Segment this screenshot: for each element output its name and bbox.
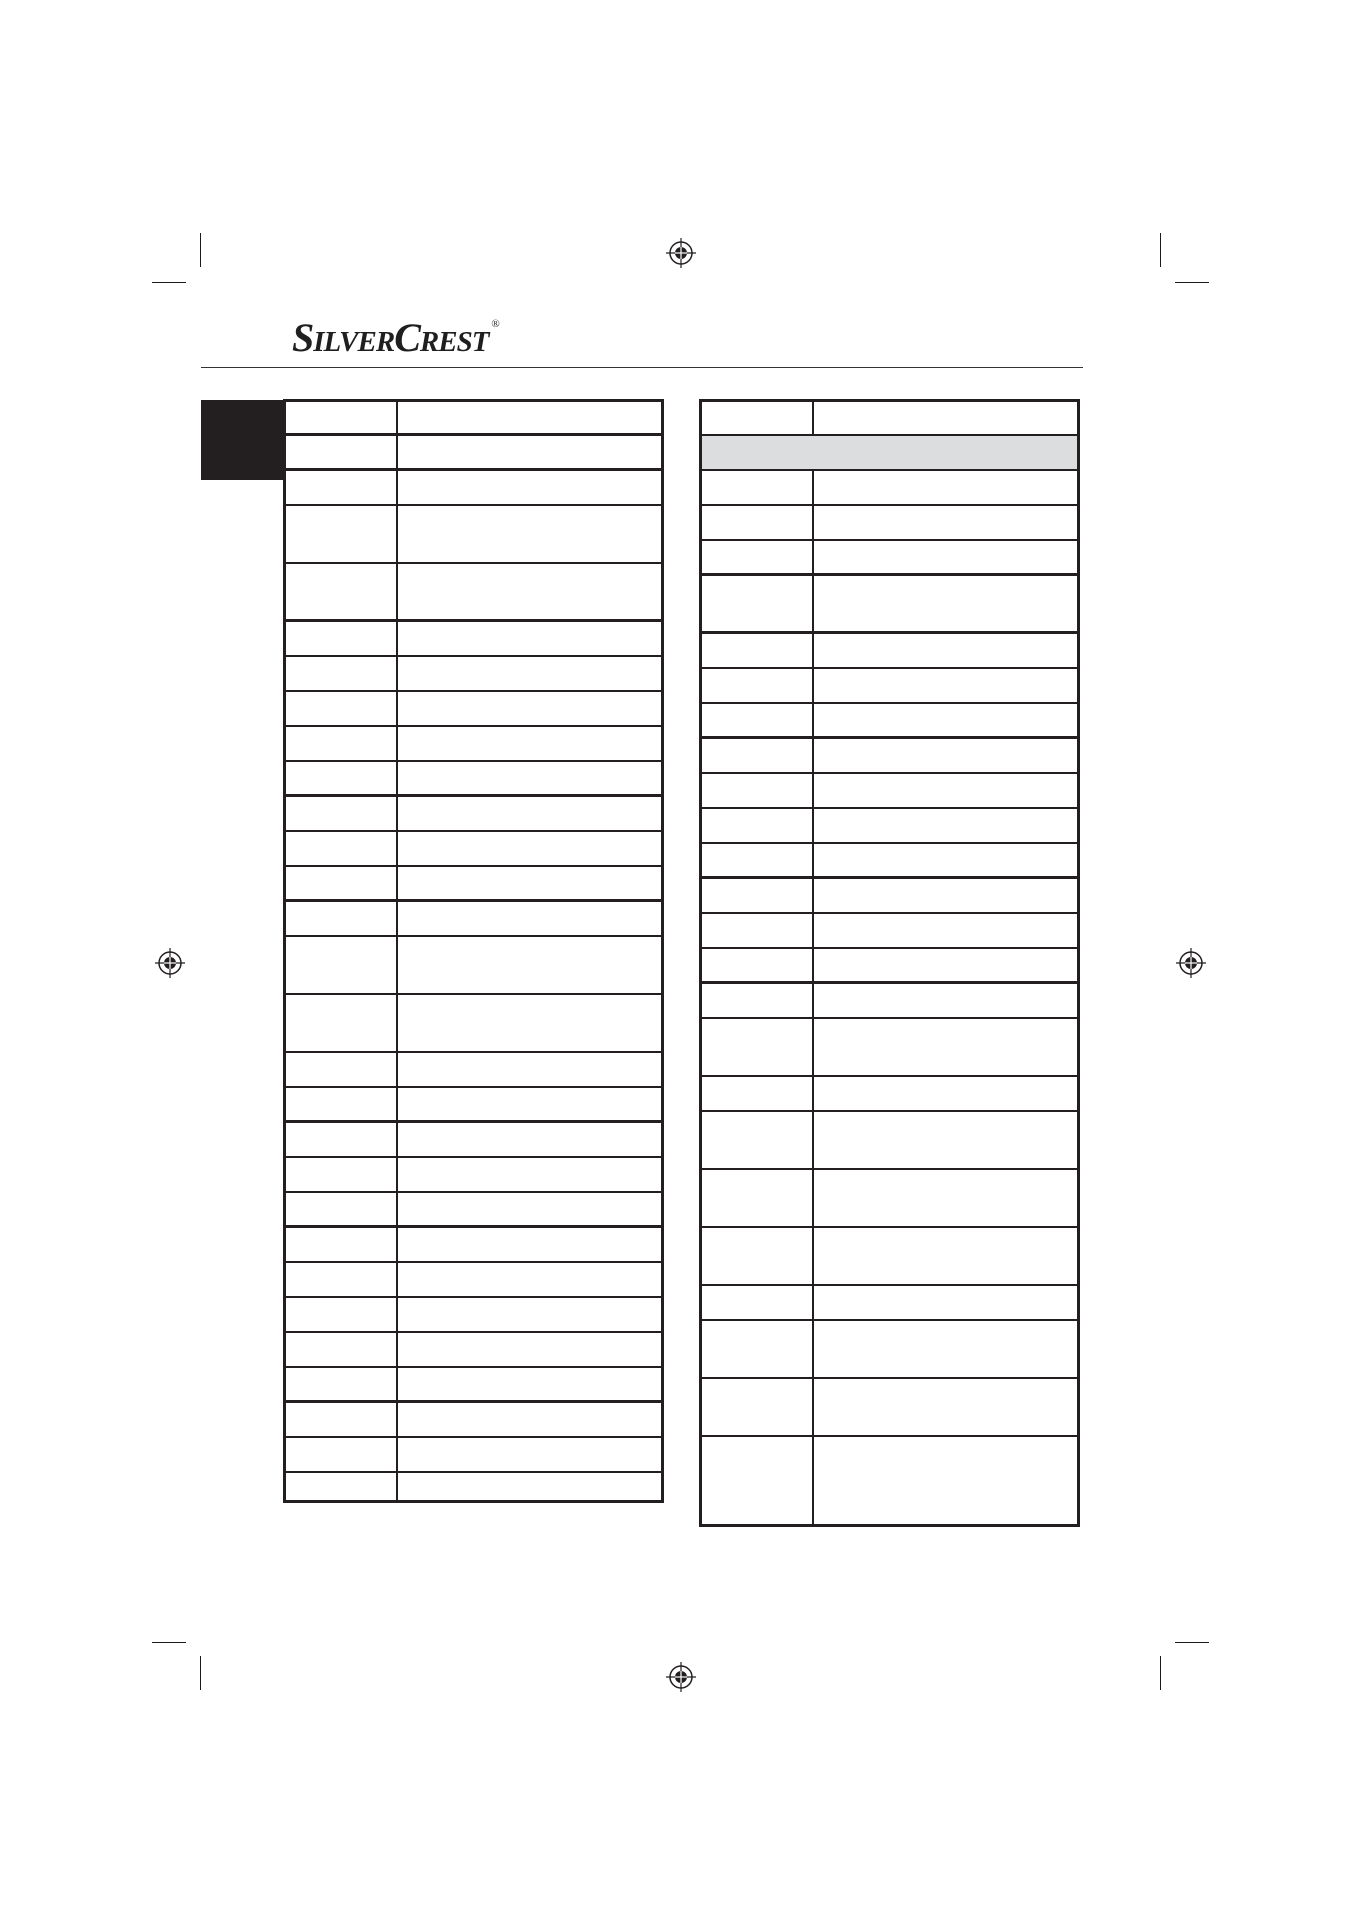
left-table-row xyxy=(286,797,661,832)
right-table-cell-col2 xyxy=(814,1379,1077,1435)
registration-mark-left-icon xyxy=(155,948,185,978)
crop-mark-top-left-v xyxy=(200,233,201,267)
right-table-cell-col1 xyxy=(702,704,812,736)
left-table-cell-col1 xyxy=(286,867,396,899)
right-table-row xyxy=(702,949,1077,984)
right-table-row xyxy=(702,436,1077,471)
right-table-cell-col1 xyxy=(702,436,812,469)
left-table-cell-col2 xyxy=(398,937,661,993)
right-table-cell-col1 xyxy=(702,541,812,573)
left-table-row xyxy=(286,657,661,692)
right-table-cell-col2 xyxy=(814,809,1077,842)
right-table-cell-col1 xyxy=(702,774,812,807)
right-table-cell-col1 xyxy=(702,739,812,772)
right-table-cell-col2 xyxy=(814,471,1077,504)
left-table-row xyxy=(286,622,661,657)
crop-mark-bottom-right-h xyxy=(1175,1642,1209,1643)
right-table-row xyxy=(702,914,1077,949)
silvercrest-logo: SILVERCREST® xyxy=(292,315,499,360)
registered-mark: ® xyxy=(491,318,499,330)
left-table-row xyxy=(286,436,661,471)
right-table-cell-col1 xyxy=(702,1228,812,1284)
right-table-row xyxy=(702,774,1077,809)
registration-mark-top-icon xyxy=(666,238,696,268)
right-table-cell-col2 xyxy=(814,984,1077,1017)
left-table-cell-col1 xyxy=(286,436,396,468)
crop-mark-top-right-v xyxy=(1160,233,1161,267)
right-table-row xyxy=(702,634,1077,669)
right-table-cell-col2 xyxy=(814,1112,1077,1168)
right-table-cell-col2 xyxy=(814,541,1077,573)
left-table-cell-col2 xyxy=(398,1123,661,1156)
left-table-cell-col2 xyxy=(398,622,661,655)
language-tab xyxy=(201,400,283,480)
left-table-cell-col2 xyxy=(398,867,661,899)
left-table-row xyxy=(286,1123,661,1158)
right-table-cell-col2 xyxy=(814,1077,1077,1110)
right-table-cell-col2 xyxy=(814,1019,1077,1075)
crop-mark-top-right-h xyxy=(1175,282,1209,283)
right-table-row xyxy=(702,669,1077,704)
left-table-cell-col1 xyxy=(286,727,396,760)
right-table-cell-col2 xyxy=(814,1321,1077,1377)
right-table-cell-col1 xyxy=(702,1379,812,1435)
right-table-row xyxy=(702,1379,1077,1437)
right-table-row xyxy=(702,471,1077,506)
left-table-cell-col2 xyxy=(398,797,661,830)
right-table-cell-col2 xyxy=(814,914,1077,947)
right-table-cell-col1 xyxy=(702,914,812,947)
right-table-row xyxy=(702,506,1077,541)
left-table-cell-col1 xyxy=(286,564,396,619)
right-table-cell-col2 xyxy=(814,634,1077,667)
left-table-cell-col2 xyxy=(398,832,661,865)
left-table-cell-col2 xyxy=(398,506,661,562)
left-table-cell-col1 xyxy=(286,402,396,433)
right-table-cell-col2 xyxy=(814,879,1077,912)
right-table-cell-col2 xyxy=(814,669,1077,702)
left-table-cell-col1 xyxy=(286,1298,396,1331)
right-table-cell-col2 xyxy=(814,1437,1077,1494)
left-table xyxy=(283,399,664,1503)
crop-mark-bottom-right-v xyxy=(1160,1656,1161,1690)
right-table-cell-col1 xyxy=(702,1019,812,1075)
left-table-row xyxy=(286,1158,661,1193)
left-table-row xyxy=(286,937,661,995)
left-table-row xyxy=(286,832,661,867)
left-table-row xyxy=(286,727,661,762)
left-table-cell-col1 xyxy=(286,995,396,1051)
right-table-row xyxy=(702,1321,1077,1379)
left-table-cell-col2 xyxy=(398,902,661,935)
right-table-row xyxy=(702,402,1077,436)
header-rule xyxy=(201,367,1083,368)
left-table-row xyxy=(286,867,661,902)
left-table-cell-col1 xyxy=(286,762,396,794)
left-table-cell-col2 xyxy=(398,692,661,725)
left-table-cell-col2 xyxy=(398,1298,661,1331)
left-table-cell-col2 xyxy=(398,995,661,1051)
right-table-cell-col1 xyxy=(702,1321,812,1377)
right-table-row xyxy=(702,1077,1077,1112)
right-table-row xyxy=(702,704,1077,739)
right-table-cell-col2 xyxy=(814,436,1077,469)
registration-mark-right-icon xyxy=(1176,948,1206,978)
right-table-cell-col2 xyxy=(814,949,1077,981)
right-table-cell-col1 xyxy=(702,984,812,1017)
right-table-cell-col2 xyxy=(814,844,1077,876)
left-table-row xyxy=(286,692,661,727)
left-table-cell-col1 xyxy=(286,1333,396,1366)
crop-mark-top-left-h xyxy=(152,282,186,283)
left-table-row xyxy=(286,762,661,797)
left-table-row xyxy=(286,1438,661,1473)
right-table-row xyxy=(702,809,1077,844)
right-table-cell-col1 xyxy=(702,844,812,876)
right-table-cell-col1 xyxy=(702,949,812,981)
left-table-row xyxy=(286,1403,661,1438)
left-table-cell-col1 xyxy=(286,1123,396,1156)
right-table-cell-col1 xyxy=(702,576,812,631)
left-table-row xyxy=(286,1333,661,1368)
crop-mark-bottom-left-v xyxy=(200,1656,201,1690)
left-table-cell-col1 xyxy=(286,657,396,690)
right-table-cell-col2 xyxy=(814,576,1077,631)
left-table-cell-col2 xyxy=(398,1088,661,1120)
left-table-cell-col2 xyxy=(398,1193,661,1225)
left-table-cell-col2 xyxy=(398,1473,661,1507)
left-table-cell-col1 xyxy=(286,1193,396,1225)
left-table-cell-col1 xyxy=(286,1473,396,1507)
right-table-cell-col2 xyxy=(814,506,1077,539)
right-table-row xyxy=(702,1170,1077,1228)
left-table-cell-col2 xyxy=(398,1263,661,1296)
right-table-cell-col2 xyxy=(814,1228,1077,1284)
left-table-cell-col2 xyxy=(398,1228,661,1261)
crop-mark-bottom-left-h xyxy=(152,1642,186,1643)
right-table-shaded-row-fill xyxy=(810,436,816,469)
right-table-cell-col1 xyxy=(702,1077,812,1110)
right-table-row xyxy=(702,879,1077,914)
left-table-cell-col1 xyxy=(286,832,396,865)
left-table-row xyxy=(286,564,661,622)
right-table-column-divider xyxy=(812,402,814,1524)
right-table-row xyxy=(702,541,1077,576)
left-table-row xyxy=(286,1228,661,1263)
right-table-row xyxy=(702,1019,1077,1077)
right-table-row xyxy=(702,576,1077,634)
right-table-row xyxy=(702,984,1077,1019)
left-table-cell-col2 xyxy=(398,1053,661,1086)
left-table-row xyxy=(286,1053,661,1088)
left-table-cell-col1 xyxy=(286,471,396,504)
right-table-cell-col1 xyxy=(702,506,812,539)
left-table-cell-col2 xyxy=(398,471,661,504)
left-table-cell-col1 xyxy=(286,1403,396,1436)
left-table-cell-col1 xyxy=(286,1438,396,1471)
right-table-cell-col1 xyxy=(702,669,812,702)
right-table-cell-col1 xyxy=(702,1170,812,1226)
left-table-cell-col2 xyxy=(398,1158,661,1191)
left-table-cell-col1 xyxy=(286,1088,396,1120)
left-table-cell-col1 xyxy=(286,1368,396,1400)
left-table-cell-col1 xyxy=(286,506,396,562)
right-table-cell-col1 xyxy=(702,809,812,842)
left-table-cell-col1 xyxy=(286,692,396,725)
left-table-cell-col2 xyxy=(398,1438,661,1471)
left-table-cell-col1 xyxy=(286,1228,396,1261)
right-table-row xyxy=(702,844,1077,879)
right-table-cell-col2 xyxy=(814,774,1077,807)
left-table-cell-col2 xyxy=(398,1368,661,1400)
left-table-cell-col1 xyxy=(286,1053,396,1086)
right-table-cell-col2 xyxy=(814,704,1077,736)
left-table-cell-col1 xyxy=(286,1158,396,1191)
left-table-row xyxy=(286,1368,661,1403)
right-table-row xyxy=(702,1286,1077,1321)
registration-mark-bottom-icon xyxy=(666,1662,696,1692)
right-table-row xyxy=(702,1437,1077,1494)
left-table-cell-col1 xyxy=(286,622,396,655)
left-table-row xyxy=(286,471,661,506)
right-table-cell-col1 xyxy=(702,402,812,434)
left-table-cell-col2 xyxy=(398,1403,661,1436)
left-table-row xyxy=(286,1473,661,1507)
left-table-cell-col1 xyxy=(286,1263,396,1296)
left-table-cell-col2 xyxy=(398,727,661,760)
right-table-row xyxy=(702,1228,1077,1286)
right-table-cell-col2 xyxy=(814,402,1077,434)
left-table-row xyxy=(286,1298,661,1333)
left-table-cell-col1 xyxy=(286,902,396,935)
right-table-cell-col2 xyxy=(814,1286,1077,1319)
left-table-cell-col1 xyxy=(286,937,396,993)
right-table-row xyxy=(702,1112,1077,1170)
right-table-cell-col1 xyxy=(702,1112,812,1168)
left-table-cell-col2 xyxy=(398,762,661,794)
left-table-cell-col2 xyxy=(398,1333,661,1366)
left-table-row xyxy=(286,506,661,564)
right-table-row xyxy=(702,739,1077,774)
right-table-cell-col2 xyxy=(814,1170,1077,1226)
left-table-row xyxy=(286,1193,661,1228)
left-table-row xyxy=(286,1263,661,1298)
left-table-cell-col2 xyxy=(398,657,661,690)
right-table-cell-col2 xyxy=(814,739,1077,772)
left-table-row xyxy=(286,402,661,436)
left-table-row xyxy=(286,1088,661,1123)
right-table-cell-col1 xyxy=(702,1286,812,1319)
right-table-cell-col1 xyxy=(702,634,812,667)
right-table-cell-col1 xyxy=(702,471,812,504)
left-table-cell-col2 xyxy=(398,436,661,468)
left-table-cell-col2 xyxy=(398,402,661,433)
right-table xyxy=(699,399,1080,1527)
right-table-cell-col1 xyxy=(702,1437,812,1494)
left-table-cell-col1 xyxy=(286,797,396,830)
left-table-row xyxy=(286,995,661,1053)
left-table-column-divider xyxy=(396,402,398,1500)
left-table-row xyxy=(286,902,661,937)
left-table-cell-col2 xyxy=(398,564,661,619)
right-table-cell-col1 xyxy=(702,879,812,912)
